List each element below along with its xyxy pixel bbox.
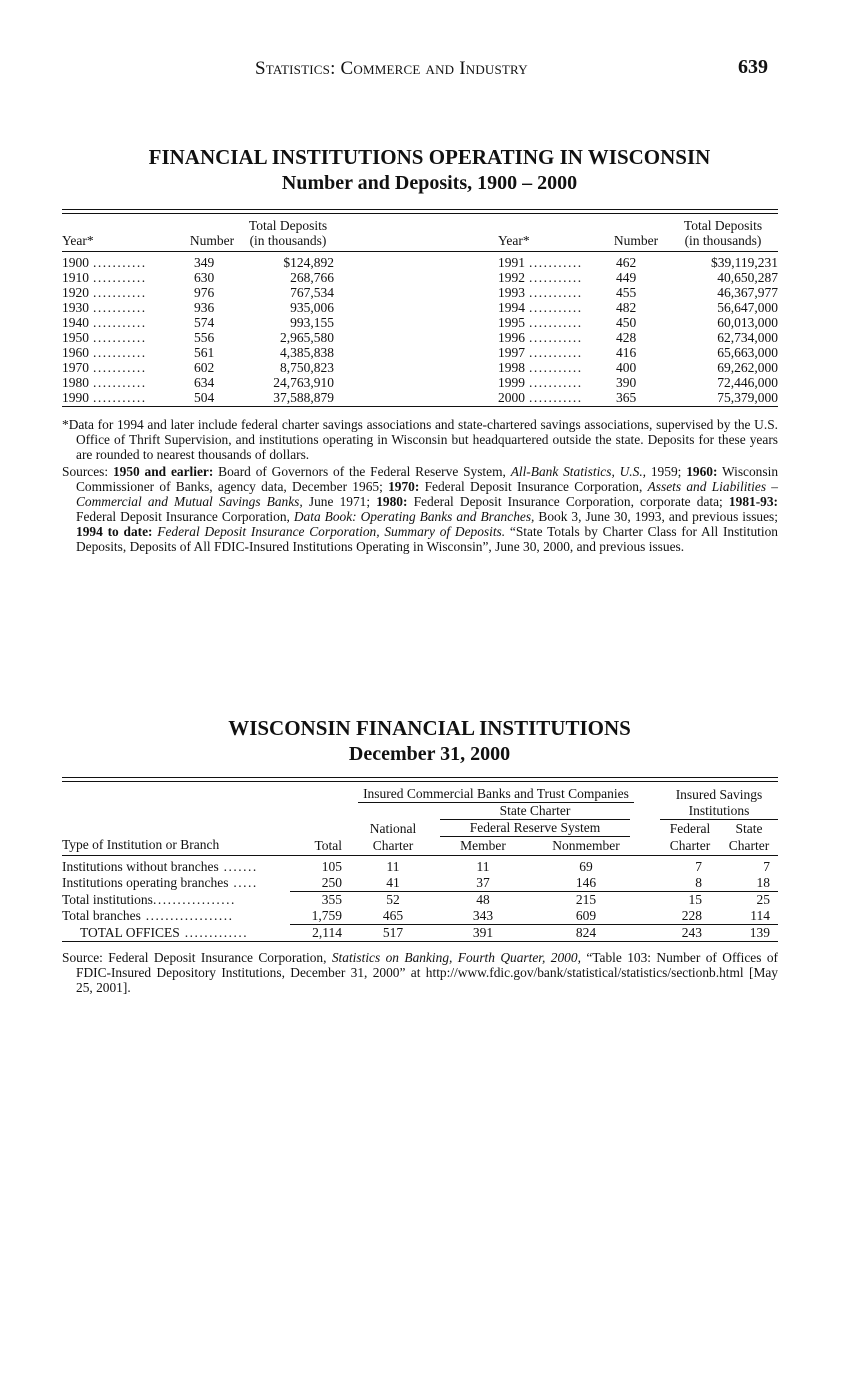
- table1-subtitle: Number and Deposits, 1900 – 2000: [281, 172, 578, 194]
- deposits-cell-value: 2,965,580: [280, 330, 334, 345]
- leader-dots: ...........: [93, 330, 147, 345]
- t2-header-commercial: Insured Commercial Banks and Trust Companies: [358, 786, 634, 803]
- table1-row: [62, 375, 778, 390]
- t2-header-national-2: Charter: [372, 838, 414, 853]
- src-1: Board of Governors of the Federal Reserve System,: [213, 464, 511, 479]
- table1-row: [62, 315, 778, 330]
- number-cell-value: 936: [194, 300, 215, 315]
- year-cell-value: 1910: [62, 270, 89, 285]
- deposits-cell-value: 62,734,000: [717, 330, 778, 345]
- deposits-cell-value: 72,446,000: [717, 375, 778, 390]
- table1-row: [62, 345, 778, 360]
- leader-dots: ...........: [529, 330, 583, 345]
- deposits-cell: [668, 252, 778, 271]
- table1-bottom-rule: [62, 406, 778, 407]
- leader-dots: ...........: [529, 300, 583, 315]
- number-cell-value: 976: [194, 285, 215, 300]
- src-3-italic: Assets and Liabilities – Commercial and Mutual Savings Banks,: [76, 479, 778, 509]
- gap-cell: [638, 908, 660, 925]
- t2-header-federal-1: Federal: [669, 820, 711, 836]
- number-cell: [182, 252, 242, 271]
- table1-row: [62, 330, 778, 345]
- deposits-cell: [242, 390, 334, 405]
- deposits-cell-value: 935,006: [290, 300, 334, 315]
- deposits-cell-value: 37,588,879: [273, 390, 334, 405]
- deposits-cell: [668, 285, 778, 300]
- leader-dots: ...........: [529, 345, 583, 360]
- cell-state: 18: [720, 875, 778, 892]
- deposits-cell: [242, 252, 334, 271]
- year-cell: [62, 252, 182, 271]
- number-cell-value: 482: [616, 300, 637, 315]
- deposits-cell-value: 4,385,838: [280, 345, 334, 360]
- year-cell: [62, 300, 182, 315]
- cell-member: 391: [472, 925, 494, 940]
- number-cell-value: 400: [616, 360, 637, 375]
- number-cell-value: 365: [616, 390, 637, 405]
- gap-cell: [334, 252, 484, 271]
- deposits-cell-value: 8,750,823: [280, 360, 334, 375]
- table2-title: [0, 715, 859, 767]
- table1-title-text: FINANCIAL INSTITUTIONS OPERATING IN WISCONSIN: [148, 145, 711, 169]
- number-cell-value: 630: [194, 270, 215, 285]
- leader-dots: ...........: [93, 255, 147, 270]
- year-cell: [484, 360, 604, 375]
- t1-col-deposits-l2: (in thousands): [249, 233, 327, 248]
- footnote-text: *Data for 1994 and later include federal charter savings associations and state-chartered savings associations, supervised by the U.S. Office of Thrift Supervision, and institutions operating in Wisconsin but headquartered outside the state. Deposits for these years are rounded to nearest thousands of dollars.: [62, 417, 778, 462]
- number-cell: [604, 300, 668, 315]
- deposits-cell: [242, 360, 334, 375]
- number-cell: [182, 285, 242, 300]
- number-cell: [604, 285, 668, 300]
- src-6-italic: Federal Deposit Insurance Corporation, Summary of Deposits.: [152, 524, 506, 539]
- gap-cell: [334, 315, 484, 330]
- row-label-text: Total institutions: [62, 891, 153, 907]
- leader-dots: ..................: [140, 908, 234, 924]
- number-cell-value: 349: [194, 255, 215, 270]
- src-2: Wisconsin Commissioner of Banks, agency data, December 1965;: [76, 464, 779, 494]
- t1-col-deposits-r1: Total Deposits: [683, 218, 763, 233]
- year-cell-value: 1996: [498, 330, 525, 345]
- number-cell: [604, 252, 668, 271]
- t1-col-number-left: Number: [189, 233, 235, 248]
- cell-nonmember: 824: [575, 925, 597, 940]
- deposits-cell-value: 767,534: [290, 285, 334, 300]
- deposits-cell-value: 993,155: [290, 315, 334, 330]
- gap-cell: [334, 360, 484, 375]
- t2-source-b: “Table 103: Number of Offices of FDIC-Insured Depository Institutions, December 31, 2000” at http://www.fdic.gov/bank/statistical/statistics/sectionb.html [May 25, 2001].: [76, 950, 778, 995]
- table2-subtitle: December 31, 2000: [348, 743, 511, 765]
- leader-dots: ...........: [93, 345, 147, 360]
- table2-source: [62, 950, 778, 995]
- cell-total: 1,759: [290, 908, 354, 925]
- table2-row: [62, 908, 778, 925]
- deposits-cell: [242, 345, 334, 360]
- cell-state: 25: [756, 892, 770, 907]
- leader-dots: ...........: [93, 375, 147, 390]
- src-1-end: 1959;: [646, 464, 687, 479]
- leader-dots: .................: [152, 891, 236, 907]
- deposits-cell: [242, 375, 334, 390]
- t2-header-state-1: State: [735, 820, 763, 836]
- table2-top-rule: [62, 777, 778, 778]
- number-cell-value: 455: [616, 285, 637, 300]
- src-5-bold: 1981-93:: [728, 494, 779, 509]
- t2-header-type: Type of Institution or Branch: [62, 837, 220, 852]
- leader-dots: .....: [228, 875, 258, 891]
- cell-total: 250: [290, 875, 354, 892]
- cell-nonmember: 609: [534, 908, 638, 925]
- sources-label: Sources:: [62, 464, 113, 479]
- cell-nonmember: 146: [534, 875, 638, 892]
- deposits-cell: [242, 300, 334, 315]
- number-cell-value: 450: [616, 315, 637, 330]
- gap-cell: [334, 345, 484, 360]
- cell-total: 355: [321, 892, 342, 907]
- leader-dots: ...........: [93, 360, 147, 375]
- running-title-part-2: Commerce and Industry: [340, 58, 528, 79]
- year-cell-value: 1997: [498, 345, 525, 360]
- leader-dots: ...........: [529, 375, 583, 390]
- table2-row: [62, 875, 778, 892]
- cell-federal: 7: [695, 859, 702, 874]
- number-cell: [182, 270, 242, 285]
- number-cell-value: 602: [194, 360, 215, 375]
- src-3-bold: 1970:: [388, 479, 420, 494]
- table1-row: [62, 360, 778, 375]
- cell-nonmember: 69: [579, 859, 593, 874]
- number-cell: [182, 330, 242, 345]
- deposits-cell-value: 69,262,000: [717, 360, 778, 375]
- deposits-cell-value: 24,763,910: [273, 375, 334, 390]
- gap-cell: [334, 270, 484, 285]
- year-cell-value: 1991: [498, 255, 525, 270]
- t1-col-deposits-l1: Total Deposits: [248, 218, 328, 233]
- year-cell: [484, 285, 604, 300]
- number-cell: [604, 345, 668, 360]
- row-label: [62, 925, 290, 942]
- table2-row: [62, 856, 778, 876]
- row-label-text: Institutions operating branches: [62, 875, 229, 891]
- deposits-cell: [242, 330, 334, 345]
- leader-dots: ...........: [93, 390, 147, 405]
- year-cell-value: 1950: [62, 330, 89, 345]
- number-cell-value: 556: [194, 330, 215, 345]
- table1-footnote: [62, 417, 778, 462]
- t1-col-year-right: Year*: [498, 233, 530, 248]
- leader-dots: ...........: [529, 390, 583, 405]
- src-2-bold: 1960:: [686, 464, 718, 479]
- number-cell-value: 462: [616, 255, 637, 270]
- year-cell-value: 2000: [498, 390, 525, 405]
- year-cell-value: 1995: [498, 315, 525, 330]
- gap-cell: [638, 856, 660, 876]
- cell-federal: 243: [681, 925, 702, 940]
- deposits-cell-value: 40,650,287: [717, 270, 778, 285]
- t2-header-federal-2: Charter: [669, 838, 711, 853]
- cell-federal: 8: [660, 875, 720, 892]
- deposits-cell: [242, 315, 334, 330]
- cell-member: 11: [476, 859, 490, 874]
- gap-cell: [334, 330, 484, 345]
- leader-dots: ...........: [529, 255, 583, 270]
- running-header: [255, 58, 528, 80]
- src-5-italic: Data Book: Operating Banks and Branches,: [293, 509, 535, 524]
- table2-row: [62, 925, 778, 942]
- number-cell-value: 416: [616, 345, 637, 360]
- year-cell: [62, 360, 182, 375]
- table2-body: [62, 856, 778, 942]
- row-label: [62, 908, 290, 925]
- number-cell: [182, 360, 242, 375]
- year-cell: [484, 270, 604, 285]
- number-cell: [182, 300, 242, 315]
- deposits-cell-value: 65,663,000: [717, 345, 778, 360]
- table1-top-rule-2: [62, 213, 778, 214]
- year-cell-value: 1999: [498, 375, 525, 390]
- number-cell-value: 390: [616, 375, 637, 390]
- deposits-cell: [668, 300, 778, 315]
- leader-dots: ...........: [93, 285, 147, 300]
- row-label: [62, 875, 290, 892]
- gap-cell: [638, 925, 660, 942]
- table2-top-rule-2: [62, 781, 778, 782]
- leader-dots: .......: [218, 859, 258, 874]
- number-cell: [182, 345, 242, 360]
- number-cell-value: 561: [194, 345, 215, 360]
- row-label-text: Institutions without branches: [62, 859, 219, 874]
- row-label: [62, 892, 290, 909]
- deposits-cell-value: 75,379,000: [717, 390, 778, 405]
- year-cell-value: 1992: [498, 270, 525, 285]
- src-1-italic: All-Bank Statistics, U.S.,: [510, 464, 647, 479]
- cell-national: 41: [354, 875, 432, 892]
- deposits-cell-value: 268,766: [290, 270, 334, 285]
- leader-dots: ...........: [529, 360, 583, 375]
- year-cell: [484, 300, 604, 315]
- deposits-cell: [242, 285, 334, 300]
- deposits-cell-value: $39,119,231: [711, 255, 778, 270]
- year-cell-value: 1980: [62, 375, 89, 390]
- src-1-bold: 1950 and earlier:: [112, 464, 214, 479]
- year-cell: [484, 252, 604, 271]
- page-number: 639: [738, 56, 768, 78]
- src-4: Federal Deposit Insurance Corporation, corporate data;: [407, 494, 729, 509]
- table1-row: [62, 390, 778, 405]
- t1-col-deposits-r2: (in thousands): [684, 233, 762, 248]
- cell-member: 48: [476, 892, 490, 907]
- src-6-bold: 1994 to date:: [76, 524, 153, 539]
- table1-row: [62, 270, 778, 285]
- gap-cell: [334, 300, 484, 315]
- deposits-cell-value: 56,647,000: [717, 300, 778, 315]
- table1-sources: [62, 464, 778, 554]
- t2-header-nonmember: Nonmember: [552, 838, 620, 853]
- number-cell-value: 574: [194, 315, 215, 330]
- cell-state: 114: [720, 908, 778, 925]
- year-cell-value: 1998: [498, 360, 525, 375]
- table1: [62, 218, 778, 405]
- deposits-cell: [242, 270, 334, 285]
- leader-dots: ...........: [529, 285, 583, 300]
- leader-dots: ...........: [529, 315, 583, 330]
- year-cell: [484, 330, 604, 345]
- src-5: Federal Deposit Insurance Corporation,: [76, 509, 294, 524]
- year-cell: [62, 330, 182, 345]
- year-cell-value: 1920: [62, 285, 89, 300]
- gap-cell: [334, 390, 484, 405]
- t2-header-state-2: Charter: [728, 838, 770, 853]
- year-cell: [484, 315, 604, 330]
- year-cell: [62, 315, 182, 330]
- year-cell: [62, 375, 182, 390]
- gap-cell: [638, 892, 660, 909]
- t2-header-member: Member: [460, 838, 506, 853]
- year-cell-value: 1970: [62, 360, 89, 375]
- table1-row: [62, 300, 778, 315]
- year-cell-value: 1930: [62, 300, 89, 315]
- t2-source-a: Source: Federal Deposit Insurance Corporation,: [62, 950, 332, 965]
- year-cell-value: 1940: [62, 315, 89, 330]
- t2-header-national-1: National: [369, 820, 417, 836]
- cell-national: 517: [382, 925, 404, 940]
- deposits-cell: [668, 315, 778, 330]
- number-cell: [604, 330, 668, 345]
- cell-member: 37: [432, 875, 534, 892]
- leader-dots: .............: [179, 924, 249, 940]
- year-cell: [62, 285, 182, 300]
- cell-federal: 228: [660, 908, 720, 925]
- deposits-cell: [668, 345, 778, 360]
- table1-top-rule: [62, 209, 778, 210]
- table1-body: [62, 252, 778, 406]
- year-cell-value: 1900: [62, 255, 89, 270]
- cell-total: 105: [321, 859, 342, 874]
- year-cell: [484, 390, 604, 405]
- t2-header-total: Total: [314, 838, 342, 853]
- year-cell-value: 1990: [62, 390, 89, 405]
- cell-state: 7: [763, 859, 770, 874]
- year-cell: [484, 375, 604, 390]
- deposits-cell: [668, 390, 778, 405]
- deposits-cell: [668, 330, 778, 345]
- number-cell: [604, 270, 668, 285]
- leader-dots: ...........: [93, 300, 147, 315]
- src-4-bold: 1980:: [376, 494, 408, 509]
- leader-dots: ...........: [529, 270, 583, 285]
- year-cell: [62, 390, 182, 405]
- table2-title-text: WISCONSIN FINANCIAL INSTITUTIONS: [228, 716, 631, 740]
- cell-nonmember: 215: [575, 892, 597, 907]
- number-cell-value: 449: [616, 270, 637, 285]
- row-label-text: Total branches: [62, 908, 141, 924]
- year-cell: [62, 345, 182, 360]
- cell-member: 343: [432, 908, 534, 925]
- t1-col-number-right: Number: [613, 233, 659, 248]
- cell-national: 465: [354, 908, 432, 925]
- deposits-cell-value: 60,013,000: [717, 315, 778, 330]
- year-cell-value: 1993: [498, 285, 525, 300]
- year-cell-value: 1960: [62, 345, 89, 360]
- gap-cell: [334, 375, 484, 390]
- number-cell-value: 504: [194, 390, 215, 405]
- year-cell: [62, 270, 182, 285]
- t1-col-year-left: Year*: [62, 233, 94, 248]
- t2-source-italic: Statistics on Banking, Fourth Quarter, 2000,: [331, 950, 581, 965]
- number-cell: [604, 390, 668, 405]
- number-cell: [604, 315, 668, 330]
- cell-federal: 15: [688, 892, 702, 907]
- number-cell-value: 428: [616, 330, 637, 345]
- cell-national: 11: [386, 859, 400, 874]
- number-cell: [604, 375, 668, 390]
- cell-national: 52: [386, 892, 400, 907]
- t2-header-savings-1: Insured Savings: [675, 786, 763, 802]
- table1-title: [0, 144, 859, 196]
- gap-cell: [638, 875, 660, 892]
- deposits-cell-value: $124,892: [283, 255, 334, 270]
- year-cell: [484, 345, 604, 360]
- src-5-end: Book 3, June 30, 1993, and previous issues;: [534, 509, 778, 524]
- leader-dots: ...........: [93, 315, 147, 330]
- deposits-cell-value: 46,367,977: [717, 285, 778, 300]
- t2-header-state-charter: State Charter: [440, 803, 630, 820]
- leader-dots: ...........: [93, 270, 147, 285]
- running-title-part-1: Statistics:: [255, 58, 336, 79]
- number-cell: [182, 315, 242, 330]
- table1-row: [62, 252, 778, 271]
- number-cell: [182, 390, 242, 405]
- src-3: Federal Deposit Insurance Corporation,: [419, 479, 648, 494]
- table1-row: [62, 285, 778, 300]
- table2: [62, 786, 778, 942]
- t2-header-savings-2: Institutions: [660, 803, 778, 820]
- src-3-end: June 1971;: [302, 494, 377, 509]
- number-cell: [604, 360, 668, 375]
- cell-state: 139: [749, 925, 770, 940]
- row-label-text: TOTAL OFFICES: [80, 924, 180, 940]
- year-cell-value: 1994: [498, 300, 525, 315]
- table2-row: [62, 892, 778, 909]
- deposits-cell: [668, 270, 778, 285]
- cell-total: 2,114: [312, 925, 342, 940]
- row-label: [62, 856, 290, 876]
- deposits-cell: [668, 360, 778, 375]
- src-6-end: “State Totals by Charter Class for All Institution Deposits, Deposits of All FDIC-Insured Institutions Operating in Wisconsin”, June 30, 2000, and previous issues.: [76, 524, 778, 554]
- deposits-cell: [668, 375, 778, 390]
- number-cell-value: 634: [194, 375, 215, 390]
- number-cell: [182, 375, 242, 390]
- gap-cell: [334, 285, 484, 300]
- t2-header-frs: Federal Reserve System: [440, 820, 630, 837]
